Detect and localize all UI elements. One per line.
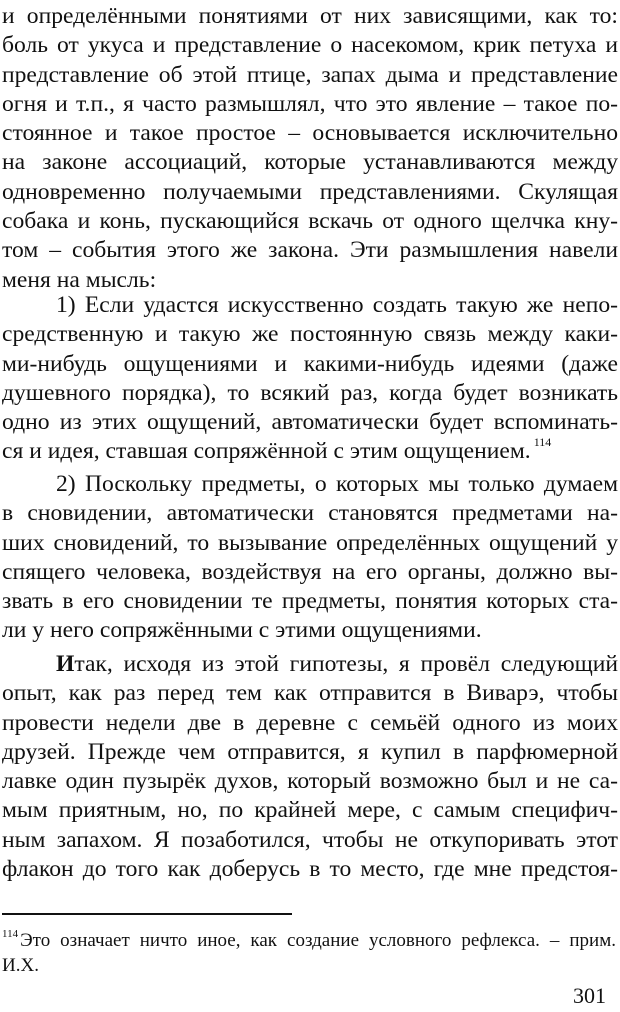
text-line: средственную и такую же постоянную связь между каки- bbox=[2, 321, 618, 348]
paragraph-2 bbox=[2, 291, 618, 467]
text-line-content: ся и идея, ставшая сопряжённой с этим ощущением. bbox=[2, 438, 531, 465]
paragraph-1 bbox=[2, 2, 618, 295]
text-line: огня и т.п., я часто размышлял, что это явление – такое по- bbox=[2, 90, 618, 117]
text-line bbox=[2, 650, 618, 679]
page-number: 301 bbox=[573, 983, 606, 1008]
text-line: боль от укуса и представление о насекомом, крик петуха и bbox=[2, 32, 618, 59]
text-line: одновременно получаемыми представлениями. Скулящая bbox=[2, 178, 618, 205]
text-line: и определёнными понятиями от них зависящими, как то: bbox=[2, 3, 618, 29]
text-line: одно из этих ощущений, автоматически будет вспоминать- bbox=[2, 409, 618, 436]
text-line: провести недели две в деревне с семьёй одного из моих bbox=[2, 709, 618, 736]
footnote-separator bbox=[2, 913, 292, 915]
text-line: представление об этой птице, запах дыма и представление bbox=[2, 61, 618, 88]
text-line: флакон до того как доберусь в то место, где мне предстоя- bbox=[2, 856, 618, 883]
footnote-line: И.Х. bbox=[2, 955, 39, 976]
text-line: стоянное и такое простое – основывается исключительно bbox=[2, 120, 618, 147]
text-line: лавке один пузырёк духов, который возможно был и не са- bbox=[2, 768, 618, 795]
footnote bbox=[2, 928, 616, 978]
footnote-text: Это означает ничто иное, как создание условного рефлекса. – прим. bbox=[20, 930, 616, 951]
text-line: друзей. Прежде чем отправится, я купил в парфюмерной bbox=[2, 738, 618, 765]
paragraph-3 bbox=[2, 470, 618, 646]
text-line: ми-нибудь ощущениями и какими-нибудь идеями (даже bbox=[2, 350, 618, 377]
text-line: том – события этого же закона. Эти размышления навели bbox=[2, 237, 618, 264]
text-line: в сновидении, автоматически становятся предметами на- bbox=[2, 500, 618, 527]
text-line: мым приятным, но, по крайней мере, с самым специфич- bbox=[2, 797, 618, 824]
text-line: 2) Поскольку предметы, о которых мы только думаем bbox=[56, 471, 618, 497]
text-line: ших сновидений, то вызывание определённых ощущений у bbox=[2, 529, 618, 556]
footnote-line bbox=[2, 928, 616, 953]
text-line: ли у него сопряжёнными с этими ощущениями. bbox=[2, 617, 482, 644]
text-line: на законе ассоциаций, которые устанавливаются между bbox=[2, 149, 618, 176]
text-line: звать в его сновидении те предметы, понятия которых ста- bbox=[2, 588, 618, 615]
footnote-reference[interactable]: 114 bbox=[533, 435, 552, 450]
text-line: спящего человека, воздействуя на его органы, должно вы- bbox=[2, 558, 618, 585]
text-line: душевного порядка), то всякий раз, когда будет возникать bbox=[2, 379, 618, 406]
footnote-number: 114 bbox=[2, 928, 19, 940]
text-line-content: так, исходя из этой гипотезы, я провёл следующий bbox=[74, 651, 618, 677]
text-line: ным запахом. Я позаботился, чтобы не откупоривать этот bbox=[2, 826, 618, 853]
paragraph-4 bbox=[2, 650, 618, 884]
text-line: собака и конь, пускающийся вскачь от одного щелчка кну- bbox=[2, 208, 618, 235]
text-line bbox=[2, 437, 618, 466]
text-line: меня на мысль: bbox=[2, 266, 157, 293]
text-line: 1) Если удастся искусственно создать такую же непо- bbox=[56, 292, 618, 318]
text-line: опыт, как раз перед тем как отправится в Виварэ, чтобы bbox=[2, 680, 618, 707]
drop-cap: И bbox=[56, 651, 75, 677]
